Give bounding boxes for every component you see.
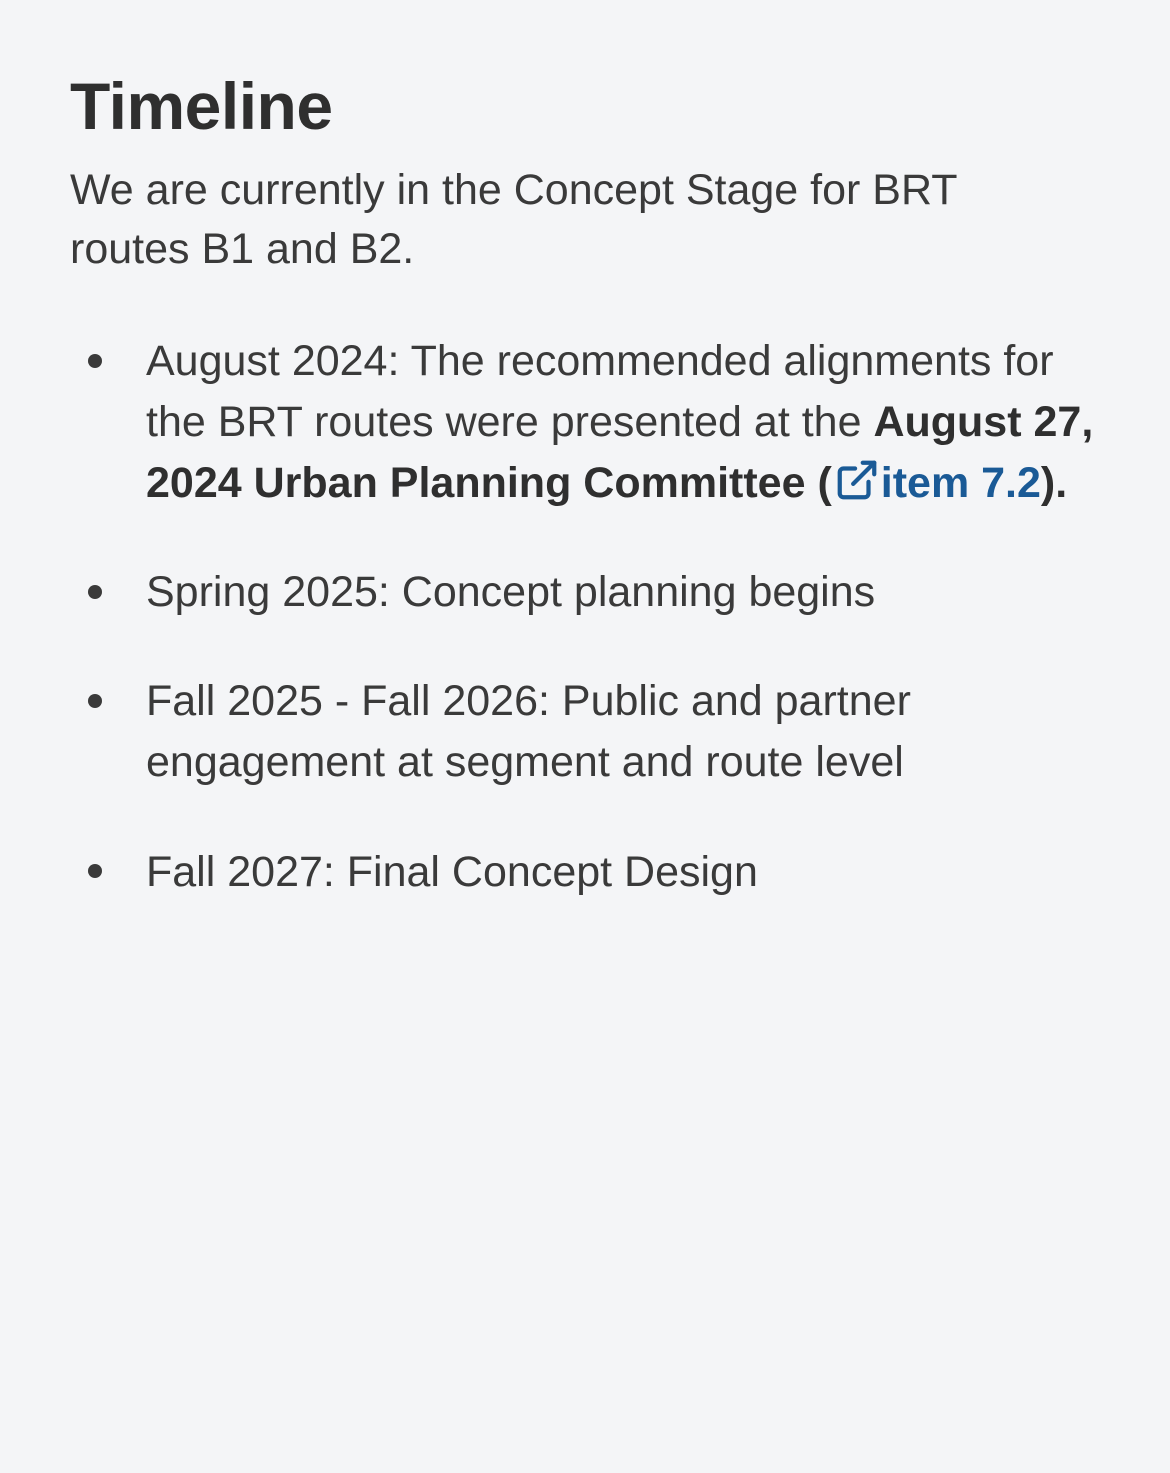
list-item bbox=[70, 671, 1100, 793]
intro-paragraph: We are currently in the Concept Stage for BRT routes B1 and B2. bbox=[70, 165, 957, 273]
list-item bbox=[70, 842, 1100, 903]
page-title: Timeline bbox=[70, 69, 333, 143]
external-link-icon bbox=[834, 457, 880, 503]
timeline-list bbox=[70, 331, 1100, 902]
bullet-icon bbox=[88, 864, 102, 878]
bullet-icon bbox=[88, 354, 102, 368]
list-item bbox=[70, 562, 1100, 623]
item-7-2-link[interactable] bbox=[832, 459, 1041, 507]
item-text: Fall 2025 - Fall 2026: Public and partner engagement at segment and route level bbox=[146, 677, 911, 787]
item-text: Fall 2027: Final Concept Design bbox=[146, 847, 758, 896]
bullet-icon bbox=[88, 585, 102, 599]
item-lead-text: August 2024: The recommended alignments for the BRT routes were presented at the bbox=[146, 337, 1054, 447]
item-text: Spring 2025: Concept planning begins bbox=[146, 568, 876, 617]
item-paren-close: ). bbox=[1040, 459, 1068, 508]
item-paren-open: ( bbox=[805, 459, 832, 508]
bullet-icon bbox=[88, 694, 102, 708]
item-link-label: item 7.2 bbox=[880, 459, 1041, 508]
item-bold-text: August 27, 2024 Urban Planning Committee bbox=[146, 398, 1094, 508]
list-item bbox=[70, 331, 1100, 514]
